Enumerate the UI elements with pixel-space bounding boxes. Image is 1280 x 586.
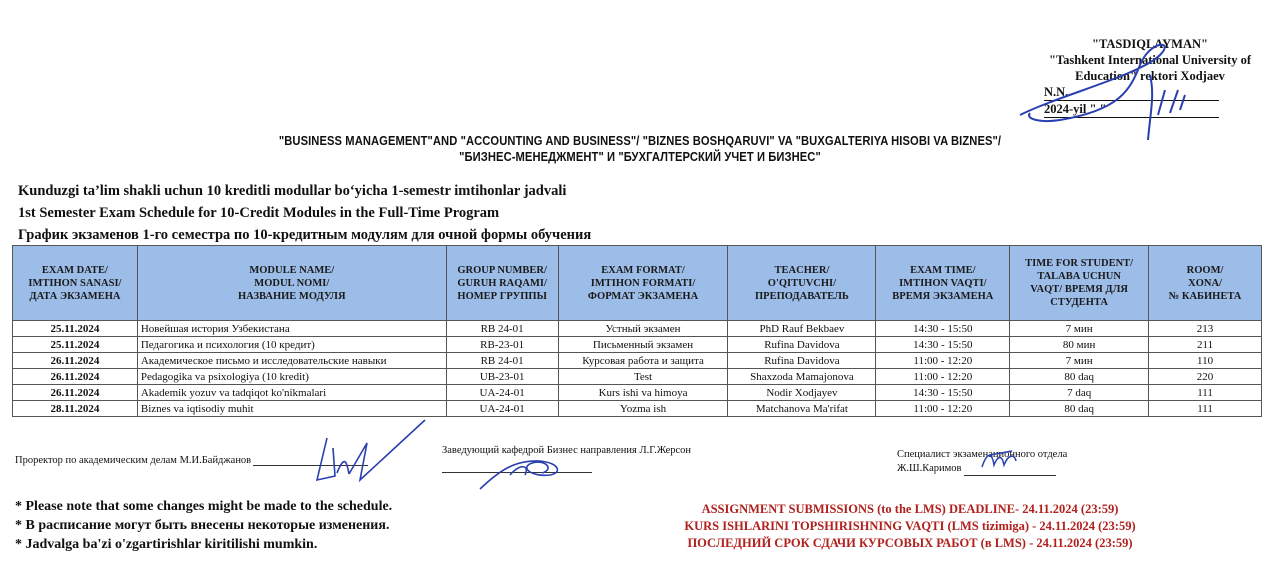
deadline-english: ASSIGNMENT SUBMISSIONS (to the LMS) DEADLINE- 24.11.2024 (23:59) bbox=[701, 502, 1119, 516]
cell-student-time: 7 daq bbox=[1010, 385, 1149, 401]
programs-heading-line1: "BUSINESS MANAGEMENT"AND "ACCOUNTING AND BUSINESS"/ "BIZNES BOSHQARUVI" VA "BUXGALTERIYA HISOBI VA BIZNES"/ bbox=[278, 133, 1002, 148]
submission-deadlines bbox=[640, 501, 1180, 552]
cell-group: RB 24-01 bbox=[446, 321, 558, 337]
head-of-department-label: Заведующий кафедрой Бизнес направления Л.Г.Жерсон bbox=[442, 445, 692, 456]
table-row bbox=[13, 401, 1262, 417]
note-uzbek: * Jadvalga ba'zi o'zgartirishlar kiritilishi mumkin. bbox=[15, 537, 318, 552]
note-russian: * В расписание могут быть внесены некоторые изменения. bbox=[15, 518, 390, 533]
cell-module: Biznes va iqtisodiy muhit bbox=[137, 401, 446, 417]
cell-student-time: 80 мин bbox=[1010, 337, 1149, 353]
table-row bbox=[13, 369, 1262, 385]
cell-module: Pedagogika va psixologiya (10 kredit) bbox=[137, 369, 446, 385]
cell-room: 110 bbox=[1149, 353, 1262, 369]
approval-title: "TASDIQLAYMAN" bbox=[1092, 37, 1208, 51]
cell-time: 14:30 - 15:50 bbox=[876, 337, 1010, 353]
cell-format: Yozma ish bbox=[558, 401, 728, 417]
cell-teacher: Matchanova Ma'rifat bbox=[728, 401, 876, 417]
cell-time: 11:00 - 12:20 bbox=[876, 401, 1010, 417]
approval-block bbox=[1030, 36, 1270, 118]
cell-teacher: Nodir Xodjayev bbox=[728, 385, 876, 401]
schedule-notes bbox=[15, 497, 392, 554]
cell-date: 25.11.2024 bbox=[13, 337, 138, 353]
cell-date: 25.11.2024 bbox=[13, 321, 138, 337]
prorector-signature-icon bbox=[305, 418, 435, 486]
schedule-titles bbox=[18, 180, 591, 246]
cell-room: 213 bbox=[1149, 321, 1262, 337]
header-exam-time: EXAM TIME/ IMTIHON VAQTI/ ВРЕМЯ ЭКЗАМЕНА bbox=[876, 246, 1010, 321]
cell-student-time: 80 daq bbox=[1010, 369, 1149, 385]
header-exam-format: EXAM FORMAT/ IMTIHON FORMATI/ ФОРМАТ ЭКЗАМЕНА bbox=[558, 246, 728, 321]
cell-time: 14:30 - 15:50 bbox=[876, 321, 1010, 337]
cell-date: 28.11.2024 bbox=[13, 401, 138, 417]
cell-module: Новейшая история Узбекистана bbox=[137, 321, 446, 337]
exam-specialist-title: Специалист экзаменационного отдела bbox=[897, 449, 1068, 460]
approval-institution: "Tashkent International University of bbox=[1049, 53, 1251, 67]
header-group-number: GROUP NUMBER/ GURUH RAQAMI/ НОМЕР ГРУППЫ bbox=[446, 246, 558, 321]
table-header-row bbox=[13, 246, 1262, 321]
cell-room: 211 bbox=[1149, 337, 1262, 353]
cell-group: UA-24-01 bbox=[446, 401, 558, 417]
cell-format: Устный экзамен bbox=[558, 321, 728, 337]
cell-group: RB 24-01 bbox=[446, 353, 558, 369]
deadline-russian: ПОСЛЕДНИЙ СРОК СДАЧИ КУРСОВЫХ РАБОТ (в LMS) - 24.11.2024 (23:59) bbox=[687, 536, 1133, 550]
cell-teacher: Shaxzoda Mamajonova bbox=[728, 369, 876, 385]
title-english: 1st Semester Exam Schedule for 10-Credit Modules in the Full-Time Program bbox=[18, 205, 500, 221]
cell-format: Письменный экзамен bbox=[558, 337, 728, 353]
cell-group: RB-23-01 bbox=[446, 337, 558, 353]
head-of-department-signature-line bbox=[442, 445, 691, 473]
cell-date: 26.11.2024 bbox=[13, 369, 138, 385]
cell-module: Akademik yozuv va tadqiqot ko'nikmalari bbox=[137, 385, 446, 401]
exam-specialist-signature-line bbox=[897, 448, 1067, 476]
table-row bbox=[13, 385, 1262, 401]
table-row bbox=[13, 353, 1262, 369]
title-uzbek: Kunduzgi ta’lim shakli uchun 10 kreditli modullar bo‘yicha 1-semestr imtihonlar jadvali bbox=[18, 183, 567, 199]
table-row bbox=[13, 321, 1262, 337]
cell-teacher: PhD Rauf Bekbaev bbox=[728, 321, 876, 337]
approval-date: 2024-yil " " bbox=[1044, 101, 1219, 118]
cell-format: Test bbox=[558, 369, 728, 385]
programs-heading-line2: "БИЗНЕС-МЕНЕДЖМЕНТ" И "БУХГАЛТЕРСКИЙ УЧЕТ И БИЗНЕС" bbox=[459, 149, 821, 164]
header-room: ROOM/ XONA/ № КАБИНЕТА bbox=[1149, 246, 1262, 321]
cell-student-time: 80 daq bbox=[1010, 401, 1149, 417]
header-exam-date: EXAM DATE/ IMTIHON SANASI/ ДАТА ЭКЗАМЕНА bbox=[13, 246, 138, 321]
cell-teacher: Rufina Davidova bbox=[728, 353, 876, 369]
cell-date: 26.11.2024 bbox=[13, 353, 138, 369]
cell-room: 111 bbox=[1149, 401, 1262, 417]
cell-student-time: 7 мин bbox=[1010, 321, 1149, 337]
cell-room: 111 bbox=[1149, 385, 1262, 401]
cell-format: Курсовая работа и защита bbox=[558, 353, 728, 369]
cell-module: Педагогика и психология (10 кредит) bbox=[137, 337, 446, 353]
prorector-label: Проректор по академическим делам М.И.Байджанов bbox=[15, 455, 252, 466]
cell-room: 220 bbox=[1149, 369, 1262, 385]
exam-schedule-table bbox=[12, 245, 1262, 417]
cell-teacher: Rufina Davidova bbox=[728, 337, 876, 353]
prorector-signature-line bbox=[15, 455, 368, 466]
cell-time: 11:00 - 12:20 bbox=[876, 353, 1010, 369]
cell-format: Kurs ishi va himoya bbox=[558, 385, 728, 401]
cell-module: Академическое письмо и исследовательские навыки bbox=[137, 353, 446, 369]
header-student-time: TIME FOR STUDENT/ TALABA UCHUN VAQT/ ВРЕМЯ ДЛЯ СТУДЕНТА bbox=[1010, 246, 1149, 321]
header-teacher: TEACHER/ O'QITUVCHI/ ПРЕПОДАВАТЕЛЬ bbox=[728, 246, 876, 321]
cell-group: UB-23-01 bbox=[446, 369, 558, 385]
approval-rector: Education" rektori Xodjaev bbox=[1075, 69, 1225, 83]
title-russian: График экзаменов 1-го семестра по 10-кредитным модулям для очной формы обучения bbox=[18, 227, 592, 243]
note-english: * Please note that some changes might be made to the schedule. bbox=[15, 499, 393, 514]
programs-heading bbox=[227, 133, 1053, 165]
deadline-uzbek: KURS ISHLARINI TOPSHIRISHNING VAQTI (LMS tizimiga) - 24.11.2024 (23:59) bbox=[684, 519, 1136, 533]
cell-time: 11:00 - 12:20 bbox=[876, 369, 1010, 385]
cell-date: 26.11.2024 bbox=[13, 385, 138, 401]
cell-group: UA-24-01 bbox=[446, 385, 558, 401]
header-module-name: MODULE NAME/ MODUL NOMI/ НАЗВАНИЕ МОДУЛЯ bbox=[137, 246, 446, 321]
cell-time: 14:30 - 15:50 bbox=[876, 385, 1010, 401]
exam-specialist-name: Ж.Ш.Каримов bbox=[897, 463, 962, 474]
approval-initials: N.N. bbox=[1044, 84, 1219, 101]
table-row bbox=[13, 337, 1262, 353]
cell-student-time: 7 мин bbox=[1010, 353, 1149, 369]
